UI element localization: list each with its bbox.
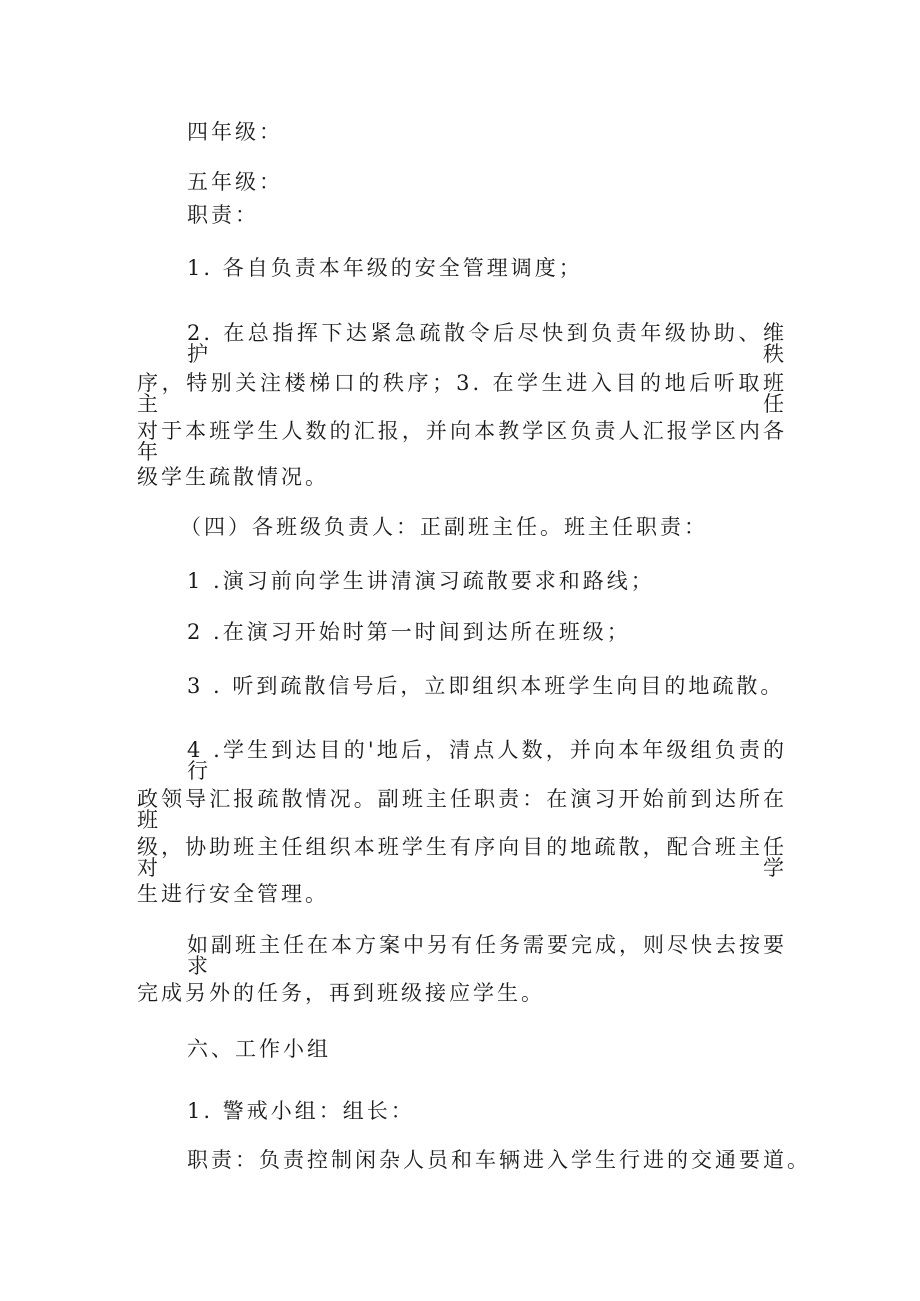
teacher-duty-4-line-3: 级，协助班主任组织本班学生有序向目的地疏散，配合班主任对学: [137, 835, 787, 880]
guard-team-heading: 1. 警戒小组：组长：: [187, 1099, 415, 1123]
grade-four-label: 四年级：: [187, 120, 283, 144]
duty-item-2-line-3: 对于本班学生人数的汇报，并向本教学区负责人汇报学区内各年: [137, 419, 787, 464]
teacher-duty-3: 3 . 听到疏散信号后，立即组织本班学生向目的地疏散。: [187, 674, 785, 698]
duty-item-1: 1. 各自负责本年级的安全管理调度；: [187, 256, 583, 280]
duties-heading: 职责：: [187, 203, 259, 227]
teacher-duty-1: 1 .演习前向学生讲清演习疏散要求和路线；: [187, 569, 655, 593]
duty-item-2-line-2: 序，特别关注楼梯口的秩序；3. 在学生进入目的地后听取班主任: [137, 371, 787, 416]
grade-five-label: 五年级：: [187, 170, 283, 194]
teacher-duty-4-line-4: 生进行安全管理。: [137, 882, 329, 906]
teacher-duty-2: 2 .在演习开始时第一时间到达所在班级；: [187, 620, 631, 644]
duty-item-2-line-1: 2. 在总指挥下达紧急疏散令后尽快到负责年级协助、维护秩: [187, 321, 787, 366]
teacher-duty-4-line-1: 4 .学生到达目的'地后，清点人数，并向本年级组负责的行: [187, 738, 787, 783]
section-four-heading: （四）各班级负责人：正副班主任。班主任职责：: [180, 515, 708, 539]
vice-teacher-note-line-1: 如副班主任在本方案中另有任务需要完成，则尽快去按要求: [187, 933, 787, 978]
vice-teacher-note-line-2: 完成另外的任务，再到班级接应学生。: [137, 981, 545, 1005]
section-six-heading: 六、工作小组: [187, 1037, 331, 1061]
duty-item-2-line-4: 级学生疏散情况。: [137, 465, 329, 489]
teacher-duty-4-line-2: 政领导汇报疏散情况。副班主任职责：在演习开始前到达所在班: [137, 787, 787, 832]
guard-team-duties: 职责：负责控制闲杂人员和车辆进入学生行进的交通要道。: [187, 1148, 811, 1172]
